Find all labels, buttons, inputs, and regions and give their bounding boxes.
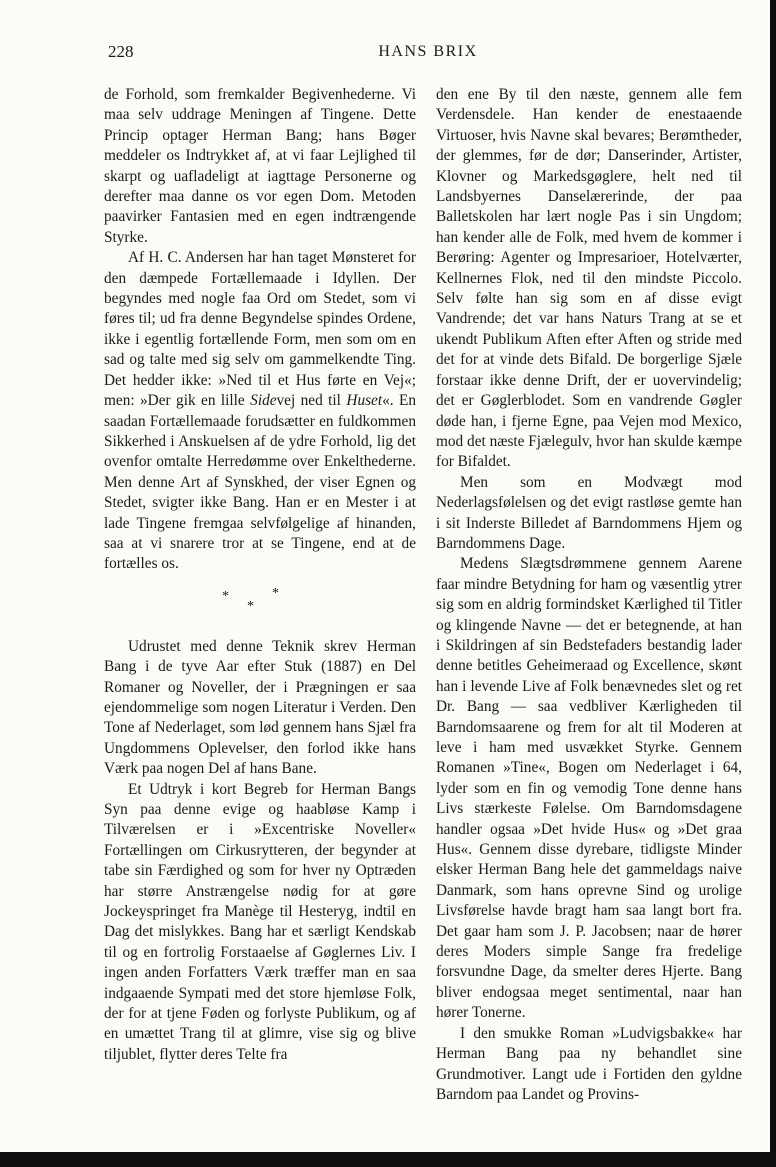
paragraph: I den smukke Roman »Ludvigsbakke« har Herman Bang paa ny behandlet sine Grundmotiver. Langt ude i Fortiden den gyldne Barndom paa Landet og Provins- — [436, 1024, 742, 1103]
asterisk: * — [247, 598, 254, 614]
page-number: 228 — [108, 42, 134, 61]
asterisk: * — [222, 588, 229, 604]
paragraph: Medens Slægtsdrømmene gennem Aarene faar mindre Betydning for ham og væsentlig ytrer sig som en aldrig formindsket Kærlighed til Titler og klingende Navne — det er betegnende, at han i Skildringen af sin Bedstefaders bestandig lader denne betitles Geheimeraad og Excellence, skønt han i levende Live af Folk benævnedes slet og ret Dr. Bang — saa vedbliver Kærligheden til Barndomsaarene og frem for alt til Moderen at leve i ham med usvækket Styrke. Gennem Romanen »Tine«, Bogen om Nederlaget i 64, lyder som en fin og vemodig Tone denne hans Livs stærkeste Følelse. Om Barndomsdagene handler ogsaa »Det hvide Hus« og »Det graa Hus«. Gennem disse dyrebare, tidligste Minder elsker Herman Bang hele det gammeldags naive Danmark, som hans oprevne Sind og urolige Livsførelse havde bragt ham saa langt bort fra. Det gaar ham som J. P. Jacobsen; naar de hører deres Moders simple Sange fra fredelige forsvundne Dage, da smelter deres Hjerte. Bang bliver endogsaa meget sentimental, naar han hører Tonerne. — [436, 555, 742, 1022]
italic-word: Side — [250, 392, 277, 410]
right-column — [436, 85, 742, 1105]
paragraph: Af H. C. Andersen har han taget Mønsteret for den dæmpede Fortællemaade i Idyllen. Der begyndes med nogle faa Ord om Stedet, som vi føres til; ud fra denne Begyndelse spindes Ordene, ikke i egentlig fortællende Form, men som om en sad og talte med sig selv om gammelkendte Ting. Det hedder ikke: »Ned til et Hus førte en Vej«; men: »Der gik en lille Sidevej ned til Huset«. En saadan Fortællemaade forudsætter en fuldkommen Sikkerhed i Anskuelsen af de ydre Forhold, lig det ovenfor omtalte Herredømme over Enkelthederne. Men denne Art af Synskhed, der viser Egnen og Stedet, svigter ikke Bang. Han er en Mester i at lade Tingene fremgaa selvfølgelige af hinanden, saa at vi snarere tror at se Tingene, end at de fortælles os. — [104, 249, 417, 573]
scan-edge-right — [770, 0, 776, 1167]
running-title: HANS BRIX — [378, 43, 478, 60]
left-column — [104, 85, 416, 1065]
paragraph: den ene By til den næste, gennem alle fem Verdensdele. Han kender de enestaaende Virtuoser, hvis Navne skal bevares; Berømtheder, der glemmes, før de dør; Danserinder, Artister, Klovner og Markedsgøglere, helt ned til Landsbyernes Danselærerinde, der paa Balletskolen har lært nogle Pas i sin Ungdom; han kender alle de Folk, med hvem de kommer i Berøring: Agenter og Impresarioer, Hotelværter, Kellnernes Flok, ned til den mindste Piccolo. Selv følte han sig som en af disse evigt Vandrende; det var hans Naturs Trang at se et ukendt Publikum Aften efter Aften og stride med det for at vinde dets Bifald. De borgerlige Sjæle forstaar ikke denne Drift, der er uovervindelig; det er Gøglerblodet. Som en vandrende Gøgler døde han, i fjerne Egne, paa Vejen mod Mexico, mod det næste Fjælegulv, hvor han skulde kæmpe for Bifaldet. — [436, 86, 742, 471]
asterisk: * — [272, 585, 279, 601]
section-break-asterism — [104, 575, 416, 637]
page-header — [104, 40, 752, 66]
italic-word: Huset — [346, 392, 383, 410]
paragraph: de Forhold, som fremkalder Begivenhederne. Vi maa selv uddrage Meningen af Tingene. Dette Princip optager Herman Bang; hans Bøger meddeler os Indtrykket af, at vi faar Lejlighed til skarpt og uafladeligt at iagttage Personerne og derefter maa danne os vor egen Dom. Metoden paavirker Fantasien med en egen indtrængende Styrke. — [104, 86, 416, 246]
paragraph: Udrustet med denne Teknik skrev Herman Bang i de tyve Aar efter Stuk (1887) en Del Romaner og Noveller, der i Prægningen er saa ejendommelige som nogen Literatur i Verden. Den Tone af Nederlaget, som lød gennem hans Sjæl fra Ungdommens Oplevelser, den forlod ikke hans Værk paa nogen Del af hans Bane. — [104, 637, 416, 778]
scan-edge-bottom — [0, 1152, 776, 1167]
paragraph: Et Udtryk i kort Begreb for Herman Bangs Syn paa denne evige og haabløse Kamp i Tilværelsen er i »Excentriske Noveller« Fortællingen om Cirkusrytteren, der begynder at tabe sin Færdighed og som for hver ny Optræden har større Anstrængelse nødig for at gøre Jockeyspringet fra Manège til Hesteryg, indtil en Dag det mislykkes. Bang har et særligt Kendskab til og en fortrolig Forstaaelse af Gøglernes Liv. I ingen anden Forfatters Værk træffer man en saa indgaaende Sympati med det store hjemløse Folk, der for at tjene Føden og forlyste Publikum, og af en umættet Trang til at glimre, vise sig og blive tiljublet, flytter deres Telte fra — [104, 780, 416, 1063]
paragraph: Men som en Modvægt mod Nederlagsfølelsen og det evigt rastløse gemte han i sit Inderste Billedet af Barndommens Hjem og Barndommens Dage. — [436, 473, 742, 552]
